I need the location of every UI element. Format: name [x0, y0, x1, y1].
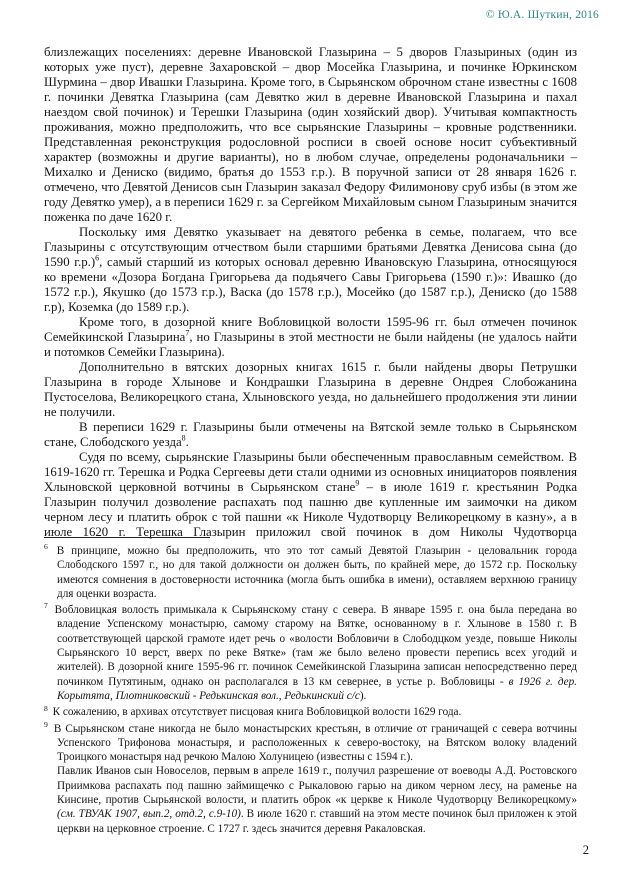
footnote-paragraph: Павлик Иванов сын Новоселов, первым в апреле 1619 г., получил разрешение от воеводы А.Д. Ростовского Приимкова распахать под пашню займищечко с Рыкаловою гарью на диком черном лесу, на раменье на Кинсине, против Сырьянской волости, и платить оброк «к церкве к Николе Чудотворцу Великорецкому» (см. ТВУАК 1907, вып.2, отд.2, с.9-10). В июле 1620 г. ставший на этом месте починок был приложен к этой церкви на церковное строение. С 1727 г. здесь значится деревня Ракаловская. [57, 765, 577, 835]
footnote-item [44, 544, 577, 601]
body-paragraph: Кроме того, в дозорной книге Вобловицкой волости 1595-96 гг. был отмечен починок Семейкинской Глазырина$^7$, но Глазырины в этой местности не были найдены (не удалось найти и потомков Семейки Глазырина). [44, 315, 577, 359]
footnote-number: 6 [44, 542, 48, 552]
footnote-section [44, 537, 577, 838]
page-number: 2 [582, 843, 589, 857]
italic-text: (см. ТВУАК 1907, вып.2, отд.2, с.9-10) [57, 808, 241, 821]
footnote-ref: 7 [185, 328, 190, 338]
footnote-paragraph: $^6$ В принципе, можно бы предположить, что это тот самый Девятой Глазырин - целовальник города Слободского 1597 г., но для такой должности он должен быть, по крайней мере, до 1572 г.р. Поскольку имеются сомнения в достоверности источника (могла быть ошибка в имени), оставляем верхнюю границу для оценки возраста. [44, 542, 578, 600]
footnote-separator [44, 537, 210, 538]
italic-text: в 1926 г. дер. Корытята, Плотниковский - Редькинская вол., Редькинский с/с [57, 675, 577, 702]
footnote-ref: 8 [181, 433, 186, 443]
footnote-ref: 6 [95, 253, 100, 263]
footnote-paragraph: $^8$ К сожалению, в архивах отсутствует писцовая книга Вобловицкой волости 1629 года. [44, 703, 462, 719]
body-paragraph: близлежащих поселениях: деревне Ивановской Глазырина – 5 дворов Глазыриных (один из которых уже пуст), деревне Захаровской – двор Мосейка Глазырина, и починке Юркинском Шурмина – двор Ивашки Глазырина. Кроме того, в Сырьянском оброчном стане известны с 1608 г. починки Девятка Глазырина (сам Девятко жил в деревне Ивановской Глазырина и пахал наездом свой починок) и Терешки Глазырина (один хозяйский двор). Учитывая компактность проживания, можно предположить, что все сырьянские Глазырины – кровные родственники. Представленная реконструкция родословной росписи в своей основе носит субъективный характер (возможны и другие варианты), но в любом случае, определены родоначальники – Михалко и Дениско (видимо, братья до 1553 г.р.). В поручной записи от 28 января 1626 г. отмечено, что Девятой Денисов сын Глазырин заказал Федору Филимонову сруб избы (в этом же году Девятко умер), а в переписи 1629 г. за Сергейком Михайловым сыном Глазыриным значится поженка по даче 1620 г. [44, 45, 577, 224]
footnote-paragraph: $^7$ Вобловицкая волость примыкала к Сырьянскому стану с севера. В январе 1595 г. она была передана во владение Успенскому монастырю, самому старому на Вятке, основанному в г. Хлынове в 1580 г. В соответствующей царской грамоте идет речь о «волости Вобловичи в Слободцком уезде, повыше Николы Сырьянского 10 верст, вверх по реке Вятке» (там же было велено провести перепись всех угодий и жителей). В дозорной книге 1595-96 гг. починок Семейкинской Глазырина записан непосредственно перед починком Путятиным, однако он располагался в 13 км севернее, в устье р. Вобловицы - в 1926 г. дер. Корытята, Плотниковский - Редькинская вол., Редькинский с/с). [44, 601, 578, 702]
footnote-number: 9 [44, 719, 48, 729]
footnote-item [44, 719, 578, 836]
body-paragraph: Поскольку имя Девятко указывает на девятого ребенка в семье, полагаем, что все Глазырины с отсутствующим отчеством были старшими братьями Девятка Денисова сына (до 1590 г.р.)$^6$, самый старший из которых основал деревню Ивановскую Глазырина, относящуюся ко времени «Дозора Богдана Григорьева да подьячего Савы Григорьева (1590 г.)»: Ивашко (до 1572 г.р.), Якушко (до 1573 г.р.), Васка (до 1578 г.р.), Мосейко (до 1587 г.р.), Дениско (до 1588 г.р), Коземка (до 1589 г.р.). [44, 225, 577, 314]
body-paragraph: В переписи 1629 г. Глазырины были отмечены на Вятской земле только в Сырьянском стане, Слободского уезда$^8$. [44, 420, 577, 449]
footnote-number: 7 [44, 601, 48, 611]
body-paragraph: Судя по всему, сырьянские Глазырины были обеспеченным православным семейством. В 1619-1620 гг. Терешка и Родка Сергеевы дети стали одними из основных инициаторов появления Хлыновской церковной вотчины в Сырьянском стане$^9$ – в июле 1619 г. крестьянин Родка Глазырин получил дозволение распахать под пашню две купленные им заимочки на диком черном лесу и платить оброк с той пашни «к Николе Чудотворцу Великорецкому в казну», а в июле 1620 г. Терешка Глазырин приложил свой починок в дом Николы Чудотворца [44, 450, 577, 539]
body-paragraph: Дополнительно в вятских дозорных книгах 1615 г. были найдены дворы Петрушки Глазырина в городе Хлынове и Кондрашки Глазырина в деревне Ондрея Слобожанина Пустоселова, Великорецкого стана, Хлыновского уезда, но дальнейшего продолжения эти линии не получили. [44, 360, 577, 419]
footnote-ref: 9 [355, 478, 360, 488]
footnote-item [44, 705, 577, 719]
body-text [44, 45, 577, 540]
footnote-list [44, 544, 577, 836]
footnote-item [44, 603, 577, 703]
footnote-paragraph: $^9$ В Сырьянском стане никогда не было монастырских крестьян, в отличие от граничащей с севера вотчины Успенского Трифонова монастыря, и расположенных к северо-востоку, на Вятском волоку владений Троицкого монастыря над речкою Малою Холуницею (известны с 1594 г.). [44, 719, 578, 764]
copyright-notice: © Ю.А. Шуткин, 2016 [485, 9, 599, 21]
footnote-number: 8 [44, 703, 48, 713]
